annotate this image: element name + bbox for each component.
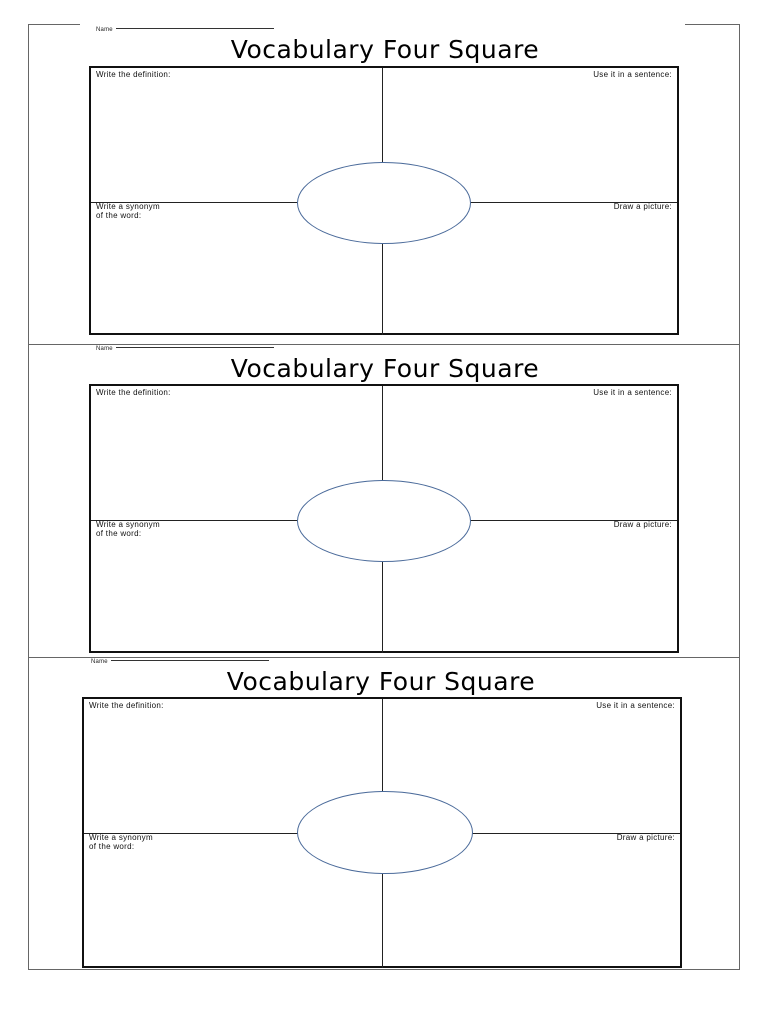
worksheet-title: Vocabulary Four Square (230, 35, 540, 64)
cut-line-2 (28, 657, 740, 658)
page-border-left (28, 24, 29, 970)
vertical-divider-bottom (382, 873, 383, 968)
vertical-divider-top (382, 386, 383, 480)
vertical-divider-top (382, 699, 383, 792)
sentence-label: Use it in a sentence: (593, 388, 672, 397)
name-blank[interactable] (116, 347, 274, 348)
page-border-bottom (28, 969, 740, 970)
cut-line-1 (28, 344, 740, 345)
synonym-label (96, 202, 160, 220)
definition-label: Write the definition: (96, 388, 171, 397)
synonym-label-line-2: of the word: (89, 842, 135, 851)
name-blank[interactable] (111, 660, 269, 661)
name-line (96, 346, 274, 352)
name-line (96, 27, 274, 33)
sentence-label: Use it in a sentence: (596, 701, 675, 710)
page-border-top-left (28, 24, 80, 25)
worksheet-title: Vocabulary Four Square (230, 354, 540, 383)
name-label: Name (91, 659, 108, 665)
worksheet-title: Vocabulary Four Square (226, 667, 536, 696)
page-border-right (739, 24, 740, 970)
name-label: Name (96, 346, 113, 352)
name-label: Name (96, 27, 113, 33)
picture-label: Draw a picture: (616, 833, 675, 842)
synonym-label (96, 520, 160, 538)
vocabulary-word-oval[interactable] (297, 791, 473, 874)
vocabulary-word-oval[interactable] (297, 480, 471, 562)
definition-label: Write the definition: (96, 70, 171, 79)
synonym-label-line-1: Write a synonym (89, 833, 153, 842)
name-blank[interactable] (116, 28, 274, 29)
synonym-label-line-1: Write a synonym (96, 520, 160, 529)
vocabulary-word-oval[interactable] (297, 162, 471, 244)
definition-label: Write the definition: (89, 701, 164, 710)
vertical-divider-bottom (382, 243, 383, 335)
picture-label: Draw a picture: (613, 202, 672, 211)
four-square-grid (89, 384, 679, 653)
four-square-grid (89, 66, 679, 335)
synonym-label-line-2: of the word: (96, 211, 142, 220)
four-square-grid (82, 697, 682, 968)
vertical-divider-top (382, 68, 383, 162)
synonym-label-line-2: of the word: (96, 529, 142, 538)
picture-label: Draw a picture: (613, 520, 672, 529)
synonym-label-line-1: Write a synonym (96, 202, 160, 211)
page-border-top-right (685, 24, 740, 25)
synonym-label (89, 833, 153, 851)
sentence-label: Use it in a sentence: (593, 70, 672, 79)
vertical-divider-bottom (382, 562, 383, 653)
name-line (91, 659, 269, 665)
